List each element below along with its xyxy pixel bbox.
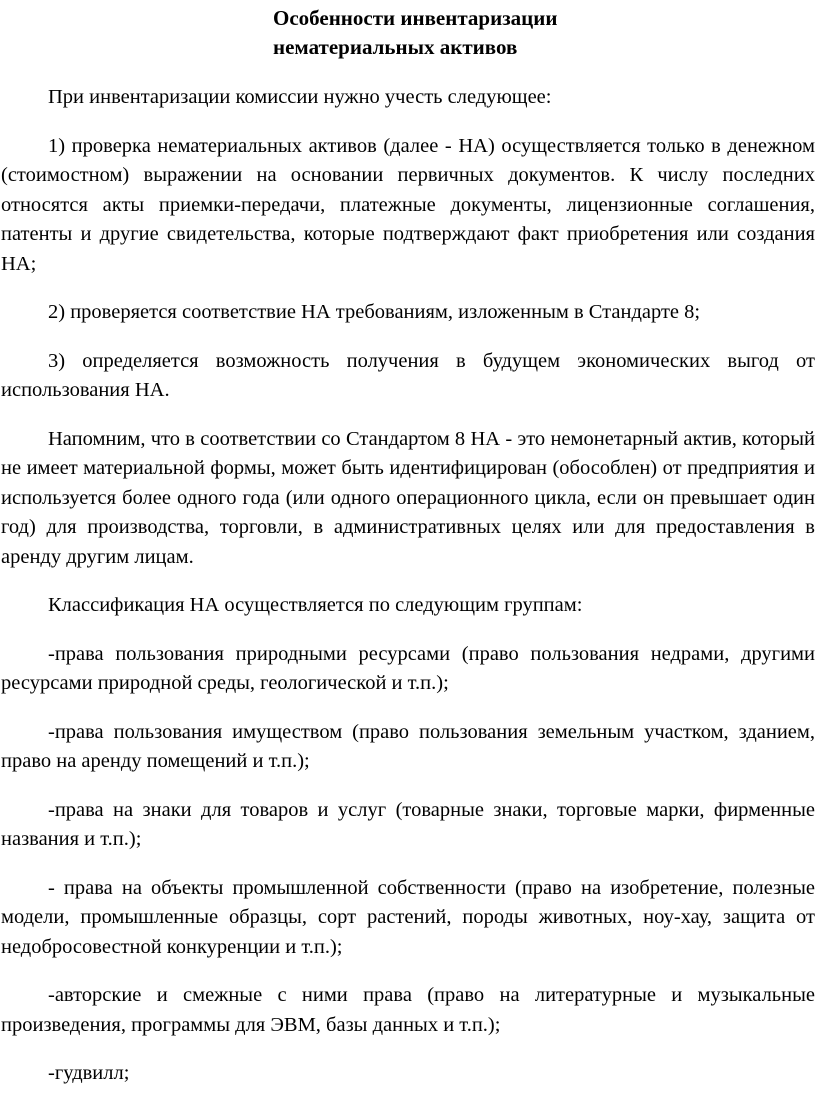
spacer (1, 406, 815, 425)
spacer (1, 1040, 815, 1059)
spacer (1, 62, 815, 83)
spacer (1, 962, 815, 981)
title-line-1: Особенности инвентаризации (273, 6, 558, 30)
spacer (1, 572, 815, 591)
list-item-industrial-property: - права на объекты промышленной собственности (право на изобретение, полезные модели, промышленные образцы, сорт растений, породы животных, ноу-хау, защита от недобросовестной конкуренции и т.п.); (1, 876, 815, 958)
paragraph-item-2: 2) проверяется соответствие НА требованиям, изложенным в Стандарте 8; (48, 301, 701, 323)
document-title (1, 4, 815, 62)
title-line-2: нематериальных активов (273, 35, 518, 59)
paragraph-intro: При инвентаризации комиссии нужно учесть следующее: (48, 86, 552, 108)
spacer (1, 855, 815, 874)
list-item-copyright: -авторские и смежные с ними права (право на литературные и музыкальные произведения, программы для ЭВМ, базы данных и т.п.); (1, 984, 815, 1036)
list-item-goodwill: -гудвилл; (48, 1062, 130, 1084)
spacer (1, 699, 815, 718)
paragraph-classification: Классификация НА осуществляется по следующим группам: (48, 594, 583, 616)
spacer (1, 279, 815, 298)
spacer (1, 328, 815, 347)
list-item-trademarks: -права на знаки для товаров и услуг (товарные знаки, торговые марки, фирменные названия и т.п.); (1, 798, 815, 850)
list-item-natural-resources: -права пользования природными ресурсами (право пользования недрами, другими ресурсами природной среды, геологической и т.п.); (1, 642, 815, 694)
paragraph-item-3: 3) определяется возможность получения в будущем экономических выгод от использования НА. (1, 349, 815, 401)
paragraph-item-1: 1) проверка нематериальных активов (далее - НА) осуществляется только в денежном (стоимостном) выражении на основании первичных документов. К числу последних относятся акты приемки-передачи, платежные документы, лицензионные соглашения, патенты и другие свидетельства, которые подтверждают факт приобретения или создания НА; (1, 134, 815, 275)
spacer (1, 113, 815, 132)
spacer (1, 621, 815, 640)
paragraph-definition: Напомним, что в соответствии со Стандартом 8 НА - это немонетарный актив, который не имеет материальной формы, может быть идентифицирован (обособлен) от предприятия и используется более одного года (или одного операционного цикла, если он превышает один год) для производства, торговли, в административных целях или для предоставления в аренду другим лицам. (1, 427, 815, 568)
list-item-property-rights: -права пользования имуществом (право пользования земельным участком, зданием, право на аренду помещений и т.п.); (1, 720, 815, 772)
spacer (1, 777, 815, 796)
